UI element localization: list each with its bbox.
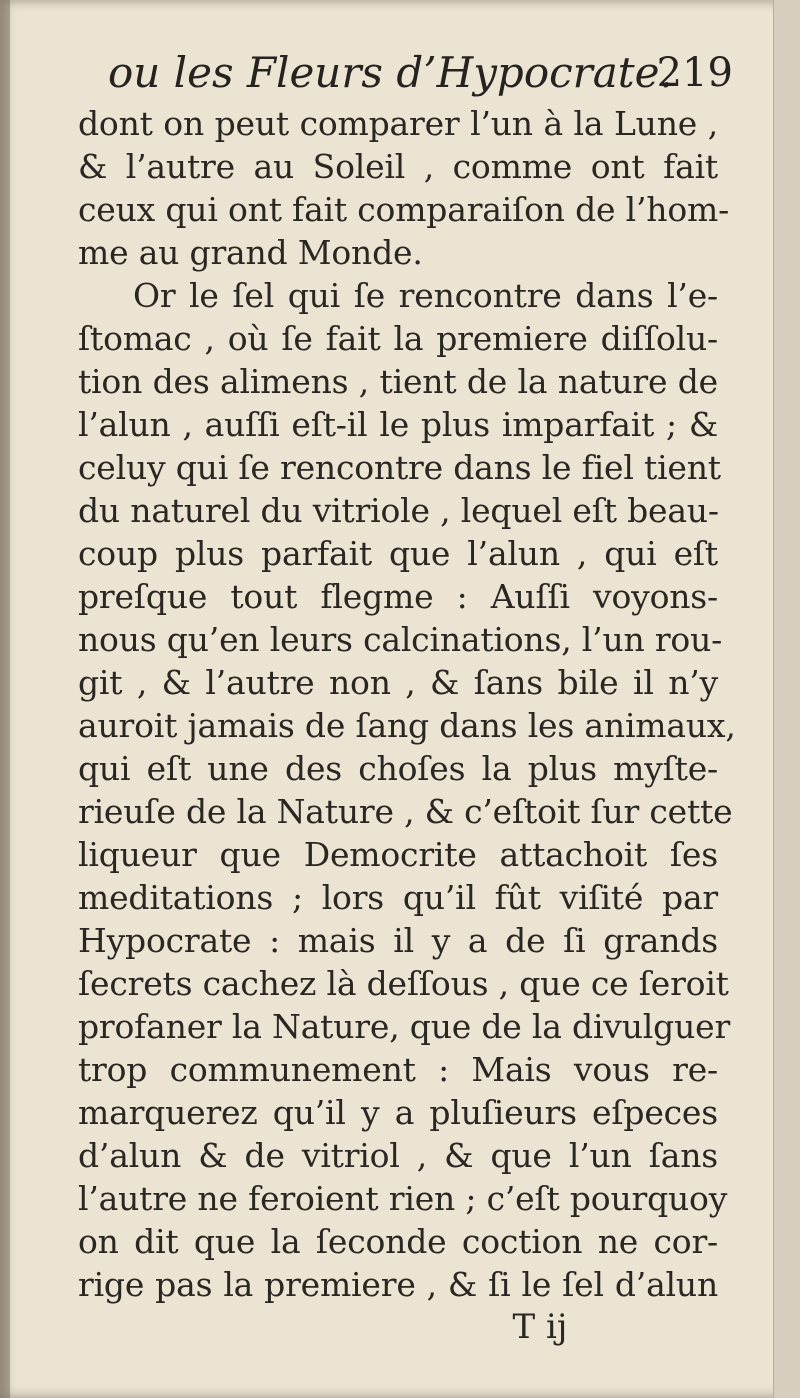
text-line: coup plus parfait que l’alun , qui eſt <box>78 534 718 573</box>
text-line: on dit que la ſeconde coction ne cor- <box>78 1222 718 1261</box>
text-line: nous qu’en leurs calcinations, l’un rou- <box>78 620 723 659</box>
text-line: du naturel du vitriole , lequel eſt beau- <box>78 491 719 530</box>
page-gutter-shadow <box>0 0 10 1398</box>
text-line: rieuſe de la Nature , & c’eſtoit ſur cette <box>78 792 733 831</box>
text-line: ſecrets cachez là deſſous , que ce ſeroit <box>78 964 729 1003</box>
text-line: profaner la Nature, que de la divulguer <box>78 1007 731 1046</box>
text-line: preſque tout flegme : Auſſi voyons- <box>78 577 718 616</box>
page-number: 219 <box>656 50 733 96</box>
body-text <box>78 102 736 1306</box>
page-edge <box>773 0 800 1398</box>
text-line: Hypocrate : mais il y a de ſi grands <box>78 921 718 960</box>
text-line: celuy qui ſe rencontre dans le fiel tient <box>78 448 721 487</box>
text-line: d’alun & de vitriol , & que l’un ſans <box>78 1136 718 1175</box>
text-line: tion des alimens , tient de la nature de <box>78 362 718 401</box>
text-line: ceux qui ont fait comparaiſon de l’hom- <box>78 190 730 229</box>
text-line: dont on peut comparer l’un à la Lune , <box>78 104 718 143</box>
text-line: l’autre ne feroient rien ; c’eſt pourquoy <box>78 1179 728 1218</box>
text-line: trop communement : Mais vous re- <box>78 1050 718 1089</box>
text-line: Or le ſel qui ſe rencontre dans l’e- <box>133 276 718 315</box>
text-line: auroit jamais de ſang dans les animaux, <box>78 706 736 745</box>
text-line: me au grand Monde. <box>78 233 423 272</box>
text-line: marquerez qu’il y a pluſieurs eſpeces <box>78 1093 718 1132</box>
running-header <box>108 42 733 104</box>
running-title: ou les Fleurs d’Hypocrate. <box>108 48 673 97</box>
text-line: qui eſt une des choſes la plus myſte- <box>78 749 718 788</box>
text-line: rige pas la premiere , & ſi le ſel d’alun <box>78 1265 718 1304</box>
text-line: l’alun , auſſi eſt-il le plus imparfait ; & <box>78 405 718 444</box>
signature-mark: T ij <box>512 1307 568 1347</box>
text-line: meditations ; lors qu’il fût viſité par <box>78 878 718 917</box>
text-line: git , & l’autre non , & ſans bile il n’y <box>78 663 718 702</box>
text-line: & l’autre au Soleil , comme ont fait <box>78 147 718 186</box>
text-line: ſtomac , où ſe fait la premiere diſſolu- <box>78 319 718 358</box>
text-line: liqueur que Democrite attachoit ſes <box>78 835 718 874</box>
